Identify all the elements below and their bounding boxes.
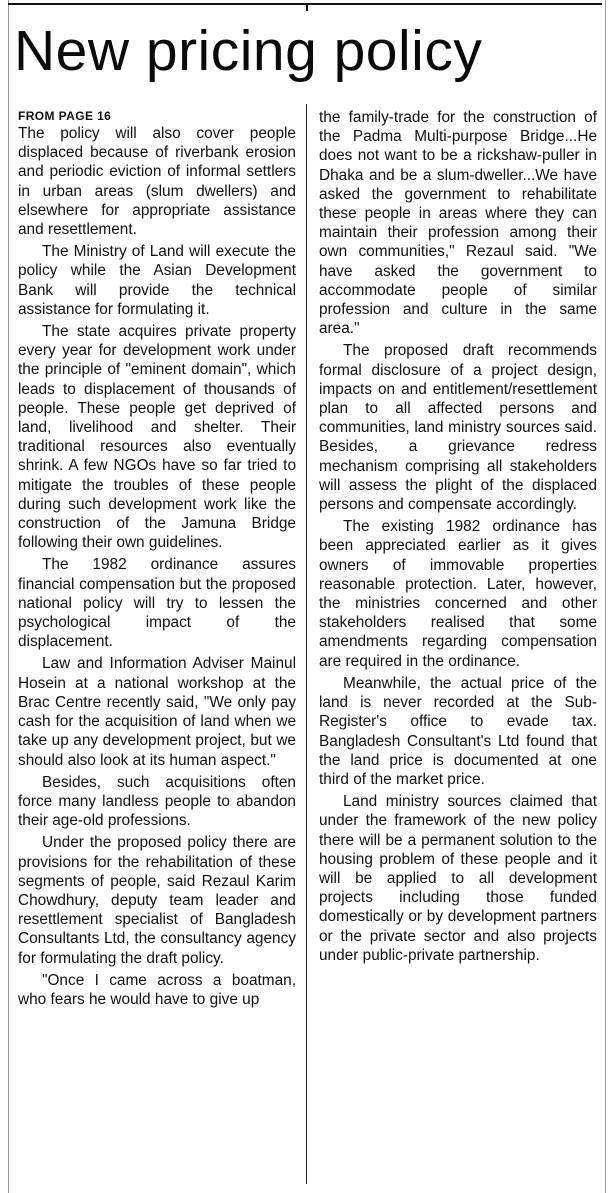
article-column-left xyxy=(18,108,296,1012)
page-frame-left xyxy=(8,0,9,1193)
paragraph: Meanwhile, the actual price of the land is never recorded at the Sub-Register's office to evade tax. Bangladesh Consultant's Ltd found that the land price is documented at one third of the market price. xyxy=(319,674,597,788)
paragraph: The state acquires private property every year for development work under the principle of "eminent domain", which leads to displacement of thousands of people. These people get deprived of land, livelihood and shelter. Their traditional resources also eventually shrink. A few NGOs have so far tried to mitigate the troubles of these people during such development work like the construction of the Jamuna Bridge following their own guidelines. xyxy=(18,323,296,552)
paragraph: The Ministry of Land will execute the policy while the Asian Development Bank will provide the technical assistance for formulating it. xyxy=(18,243,296,318)
paragraph: The 1982 ordinance assures financial compensation but the proposed national policy will try to lessen the psychological impact of the displacement. xyxy=(18,556,296,651)
paragraph: "Once I came across a boatman, who fears he would have to give up xyxy=(18,971,296,1008)
top-rule xyxy=(8,3,602,5)
column-divider xyxy=(306,104,307,1184)
paragraph: The policy will also cover people displaced because of riverbank erosion and periodic eviction of informal settlers in urban areas (slum dwellers) and elsewhere for appropriate assistance and resettlement. xyxy=(18,125,296,239)
paragraph: The existing 1982 ordinance has been appreciated earlier as it gives owners of immovable properties reasonable protection. Later, however, the ministries concerned and other stakeholders realised that some amendments regarding compensation are required in the ordinance. xyxy=(319,518,597,670)
paragraph: Under the proposed policy there are provisions for the rehabilitation of these segments of people, said Rezaul Karim Chowdhury, deputy team leader and resettlement specialist of Bangladesh Consultants Ltd, the consultancy agency for formulating the draft policy. xyxy=(18,834,296,967)
paragraph: The proposed draft recommends formal disclosure of a project design, impacts on and entitlement/resettlement plan to all affected persons and communities, land ministry sources said. Besides, a grievance redress mechanism comprising all stakeholders will assess the plight of the displaced persons and compensate accordingly. xyxy=(319,342,597,514)
headline: New pricing policy xyxy=(14,19,483,83)
paragraph: Besides, such acquisitions often force many landless people to abandon their age-old professions. xyxy=(18,773,296,830)
continuation-kicker: FROM PAGE 16 xyxy=(18,109,112,123)
article-column-right xyxy=(319,108,597,968)
paragraph: Land ministry sources claimed that under the framework of the new policy there will be a permanent solution to the housing problem of these people and it will be applied to all development projects including those funded domestically or by development partners or the private sector and also projects under public-private partnership. xyxy=(319,793,597,964)
paragraph: Law and Information Adviser Mainul Hosein at a national workshop at the Brac Centre recently said, "We only pay cash for the acquisition of land when we take up any development project, but we should also look at its human aspect." xyxy=(18,655,296,769)
page-frame-right xyxy=(605,0,606,1193)
paragraph: the family-trade for the construction of the Padma Multi-purpose Bridge...He does not want to be a rickshaw-puller in Dhaka and be a slum-dweller...We have asked the government to rehabilitate these people in areas where they can maintain their profession among their own communities," Rezaul said. "We have asked the government to accommodate people of similar profession and culture in the same area." xyxy=(319,109,597,338)
top-rule-tick xyxy=(306,3,308,11)
